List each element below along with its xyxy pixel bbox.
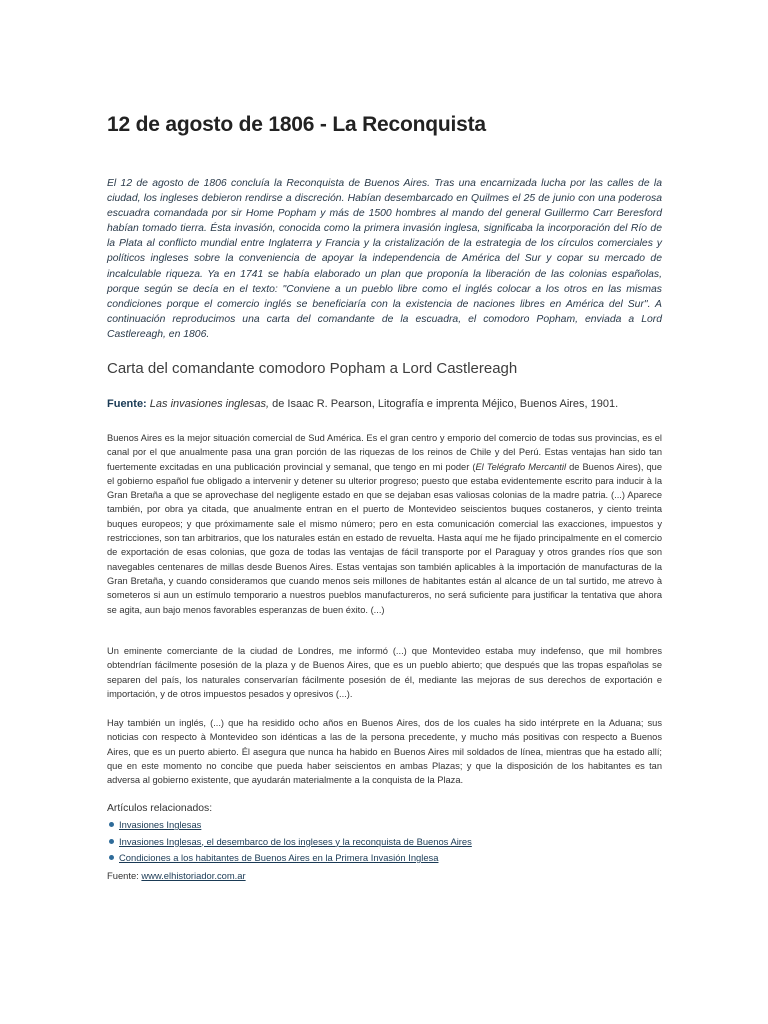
related-article-item [107,851,662,868]
newspaper-title: El Telégrafo Mercantil [475,461,567,472]
related-article-link[interactable]: Invasiones Inglesas [119,819,202,830]
source-citation [107,398,662,410]
letter-paragraph-1 [107,431,662,617]
letter-paragraph-2: Un eminente comerciante de la ciudad de Londres, me informó (...) que Montevideo estaba muy indefenso, que mil hombres obtendrían fácilmente posesión de la plaza y de Buenos Aires, que es un pueblo abierto; que después que las tropas españolas se separen del país, los naturales conservarían fácilmente posesión de él, mediante las mejoras de sus derechos de exportación e importación, y de otros impuestos pesados y opresivos (...). [107,646,662,699]
bullet-icon [109,855,114,860]
related-articles-list [107,818,662,868]
source-book-title: Las invasiones inglesas, [149,398,270,410]
related-article-link[interactable]: Invasiones Inglesas, el desembarco de los ingleses y la reconquista de Buenos Aires [119,835,472,847]
bullet-icon [109,839,114,844]
source-details: de Isaac R. Pearson, Litografía e imprenta Méjico, Buenos Aires, 1901. [269,398,619,410]
letter-paragraph-3: Hay también un inglés, (...) que ha residido ocho años en Buenos Aires, dos de los cuales ha sido intérprete en la Aduana; sus noticias con respecto à Montevideo son idénticas a las de la persona precedente, y mucho más positivas con respecto a Buenos Aires, que es un puerto abierto. Él asegura que nunca ha habido en Buenos Aires mil soldados de línea, mientras que ha estado allí; que en este momento no concibe que pueda haber seiscientos en ambas Plazas; y que la disposición de los habitantes es tan adversa al gobierno existente, que ayudarán materialmente a la conquista de la Plaza. [107,718,662,786]
related-article-link[interactable]: Condiciones a los habitantes de Buenos Aires en la Primera Invasión Inglesa [119,852,439,863]
letter-paragraph-1-part-b: de Buenos Aires), que el gobierno español fue obligado a intervenir y detener su ulterior progreso; puesto que estaba evidentemente escrito para inducir à la Gran Bretaña a que se aprovechase del negligente estado en que se dejaban esas valiosas colonias de la madre patria. (...) Aparece también, por obra ya citada, que anualmente entran en el puerto de Montevideo seiscientos buques costaneros, y ciento treinta buques europeos; y que próximamente sale el mismo número; pero en esta comunicación comercial las exacciones, impuestos y restricciones, son tan arbitrarios, que los naturales están en estado de revuelta. Hasta aquí me he fijado principalmente en el comercio de exportación de esas colonias, que goza de todas las ventajas de fácil transporte por el Paraguay y otros grandes ríos que son navegables centenares de millas desde Buenos Aires. Estas ventajas son también aplicables à la importación de manufacturas de la Gran Bretaña, y cuando consideramos que cuando menos seis millones de habitantes están al alcance de un tal surtido, me atrevo à someteros si aun un estímulo temporario a nuestros pueblos manufactureros, no será suficiente para justificar la tentativa que ahora se agita, aun bajo menos favorables esperanzas de buen éxito. (...) [107,461,662,615]
related-articles-heading: Artículos relacionados: [107,803,213,814]
related-article-item [107,835,662,852]
footer-source [107,870,246,881]
related-article-item [107,818,662,835]
bullet-icon [109,822,114,827]
footer-source-label: Fuente: [107,870,142,881]
page-title: 12 de agosto de 1806 - La Reconquista [107,113,486,136]
source-label: Fuente: [107,398,147,410]
letter-subtitle: Carta del comandante comodoro Popham a Lord Castlereagh [107,360,518,377]
footer-source-link[interactable]: www.elhistoriador.com.ar [141,870,246,881]
intro-paragraph: El 12 de agosto de 1806 concluía la Reconquista de Buenos Aires. Tras una encarnizada lucha por las calles de la ciudad, los ingleses debieron rendirse a discreción. Habían desembarcado en Quilmes el 25 de junio con una poderosa escuadra comandada por sir Home Popham y más de 1500 hombres al mando del general Guillermo Carr Beresford habían tomado tierra. Ésta invasión, conocida como la primera invasión inglesa, significaba la incorporación del Río de la Plata al conflicto mundial entre Inglaterra y Francia y la cristalización de la estrategia de los círculos comerciales y políticos ingleses sobre la conveniencia de apoyar la independencia de América del Sur y copar su mercado de incalculable riqueza. Ya en 1741 se había elaborado un plan que proponía la liberación de las colonias españolas, porque según se decía en el texto: "Conviene a un pueblo libre como el inglés colocar a los otros en las mismas condiciones porque el comercio inglés se beneficiaría con la existencia de naciones libres en América del Sur". A continuación reproducimos una carta del comandante de la escuadra, el comodoro Popham, enviada a Lord Castlereagh, en 1806. [107,178,662,340]
letter-paragraph-1-part-a: Buenos Aires es la mejor situación comercial de Sud América. Es el gran centro y emporio del comercio de todas sus provincias, es el canal por el que anualmente pasa una gran porción de las riquezas de los reinos de Chile y del Perú. Estas ventajas han sido tan fuertemente excitadas en una publicación provincial y semanal, que tengo en mi poder ( [107,433,662,472]
